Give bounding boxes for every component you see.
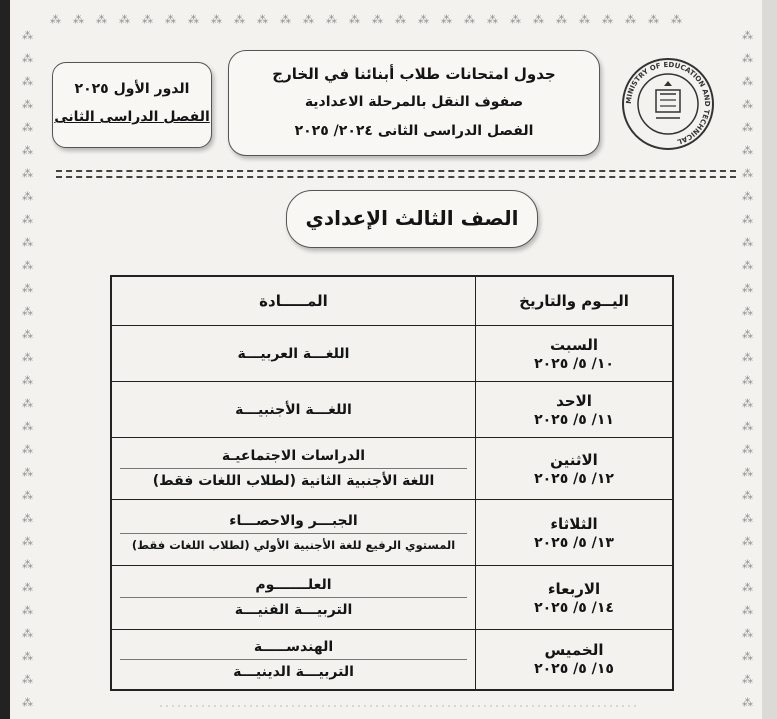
decorative-dot: ⁂ xyxy=(50,13,61,26)
decorative-dot: ⁂ xyxy=(395,13,406,26)
day-name: الاحد xyxy=(556,391,592,410)
header-title-line3: الفصل الدراسى الثانى ٢٠٢٤/ ٢٠٢٥ xyxy=(294,123,534,139)
subject-name: الهندســـــة xyxy=(253,638,334,655)
decorative-dot: ⁂ xyxy=(349,13,360,26)
decorative-dot: ⁂ xyxy=(73,13,84,26)
subject-name: اللغـــة الأجنبيـــة xyxy=(235,401,352,418)
day-name: الخميس xyxy=(544,641,604,660)
day-date-cell xyxy=(476,438,674,500)
document-page xyxy=(10,0,762,719)
decorative-dot: ⁂ xyxy=(211,13,222,26)
decorative-dot: ⁂ xyxy=(22,236,33,249)
day-date-cell xyxy=(476,500,674,566)
decorative-dot: ⁂ xyxy=(22,259,33,272)
decorative-dot: ⁂ xyxy=(742,420,753,433)
exam-date: ١٠/ ٥/ ٢٠٢٥ xyxy=(534,355,614,372)
decorative-dot: ⁂ xyxy=(22,558,33,571)
decorative-dot: ⁂ xyxy=(742,190,753,203)
decorative-dot: ⁂ xyxy=(742,259,753,272)
exam-date: ١٣/ ٥/ ٢٠٢٥ xyxy=(534,534,614,551)
decorative-dot: ⁂ xyxy=(22,466,33,479)
decorative-dot: ⁂ xyxy=(22,144,33,157)
decorative-dot: ⁂ xyxy=(742,121,753,134)
decorative-dot: ⁂ xyxy=(165,13,176,26)
decorative-dot: ⁂ xyxy=(742,374,753,387)
decorative-dot: ⁂ xyxy=(22,167,33,180)
decorative-dot: ⁂ xyxy=(22,75,33,88)
decorative-dot: ⁂ xyxy=(742,167,753,180)
exam-date: ١٥/ ٥/ ٢٠٢٥ xyxy=(534,661,614,678)
dashed-separator xyxy=(56,176,736,178)
decorative-dot: ⁂ xyxy=(22,581,33,594)
decorative-dot: ⁂ xyxy=(487,13,498,26)
decorative-dot: ⁂ xyxy=(22,351,33,364)
schedule-row xyxy=(111,326,673,382)
decorative-dot: ⁂ xyxy=(742,397,753,410)
decorative-dot: ⁂ xyxy=(556,13,567,26)
subject-cell xyxy=(111,438,476,500)
decorative-dot: ⁂ xyxy=(625,13,636,26)
header-title-line2: صفوف النقل بالمرحلة الاعدادية xyxy=(304,94,524,110)
decorative-dot: ⁂ xyxy=(303,13,314,26)
table-header-row xyxy=(111,276,673,326)
decorative-dot: ⁂ xyxy=(742,282,753,295)
day-date-cell xyxy=(476,326,674,382)
decorative-dot: ⁂ xyxy=(742,328,753,341)
decorative-dot: ⁂ xyxy=(22,397,33,410)
decorative-dot: ⁂ xyxy=(418,13,429,26)
day-date-cell xyxy=(476,630,674,690)
schedule-row xyxy=(111,438,673,500)
decorative-dot: ⁂ xyxy=(22,374,33,387)
decorative-dot: ⁂ xyxy=(22,650,33,663)
decorative-dot: ⁂ xyxy=(742,627,753,640)
decorative-dot: ⁂ xyxy=(648,13,659,26)
decorative-dot: ⁂ xyxy=(742,52,753,65)
decorative-dot: ⁂ xyxy=(742,673,753,686)
subject-cell xyxy=(111,630,476,690)
decorative-dot: ⁂ xyxy=(742,98,753,111)
decorative-dot: ⁂ xyxy=(742,351,753,364)
decorative-dot: ⁂ xyxy=(742,305,753,318)
decorative-dot: ⁂ xyxy=(533,13,544,26)
decorative-dot: ⁂ xyxy=(579,13,590,26)
decorative-dot: ⁂ xyxy=(510,13,521,26)
decorative-dot: ⁂ xyxy=(326,13,337,26)
decorative-dot: ⁂ xyxy=(602,13,613,26)
decorative-dot: ⁂ xyxy=(742,75,753,88)
subject-name: الجبـــر والاحصـــاء xyxy=(229,513,358,529)
decorative-dot: ⁂ xyxy=(22,305,33,318)
decorative-dot: ⁂ xyxy=(22,627,33,640)
decorative-dot: ⁂ xyxy=(22,29,33,42)
decorative-dot: ⁂ xyxy=(22,696,33,709)
schedule-row xyxy=(111,382,673,438)
decorative-dot: ⁂ xyxy=(671,13,682,26)
schedule-row xyxy=(111,500,673,566)
decorative-dot: ⁂ xyxy=(742,466,753,479)
decorative-dot: ⁂ xyxy=(742,144,753,157)
exam-round-box xyxy=(52,62,212,148)
schedule-row xyxy=(111,630,673,690)
decorative-dot: ⁂ xyxy=(22,604,33,617)
decorative-dot: ⁂ xyxy=(742,558,753,571)
decorative-dot-border-top xyxy=(50,14,690,30)
decorative-dot: ⁂ xyxy=(96,13,107,26)
decorative-dot: ⁂ xyxy=(22,121,33,134)
day-name: الاربعاء xyxy=(547,579,601,598)
day-name: السبت xyxy=(549,335,599,354)
day-name: الثلاثاء xyxy=(550,514,598,533)
subject-cell xyxy=(111,382,476,438)
decorative-dot: ⁂ xyxy=(22,282,33,295)
subject-cell xyxy=(111,566,476,630)
decorative-dot: ⁂ xyxy=(188,13,199,26)
decorative-dot: ⁂ xyxy=(372,13,383,26)
decorative-dot-border-right xyxy=(742,30,758,710)
decorative-dot: ⁂ xyxy=(22,98,33,111)
decorative-dot: ⁂ xyxy=(142,13,153,26)
subject-name: التربيـــة الدينيـــة xyxy=(233,663,354,680)
exam-date: ١١/ ٥/ ٢٠٢٥ xyxy=(534,411,614,428)
bottom-faint-marks xyxy=(160,700,640,712)
decorative-dot: ⁂ xyxy=(742,489,753,502)
subject-name: المستوي الرفيع للغة الأجنبية الأولي (لطلاب اللغات فقط) xyxy=(131,538,456,552)
decorative-dot: ⁂ xyxy=(742,29,753,42)
background-edge xyxy=(0,0,10,719)
decorative-dot: ⁂ xyxy=(742,535,753,548)
subject-name: التربيـــة الفنيـــة xyxy=(234,602,353,618)
decorative-dot: ⁂ xyxy=(742,604,753,617)
decorative-dot: ⁂ xyxy=(22,52,33,65)
decorative-dot: ⁂ xyxy=(742,236,753,249)
decorative-dot-border-left xyxy=(22,30,38,710)
day-name: الاثنين xyxy=(550,450,598,469)
exam-round-label: الدور الأول ٢٠٢٥ xyxy=(74,81,190,97)
day-date-cell xyxy=(476,566,674,630)
decorative-dot: ⁂ xyxy=(22,213,33,226)
decorative-dot: ⁂ xyxy=(742,512,753,525)
decorative-dot: ⁂ xyxy=(742,443,753,456)
decorative-dot: ⁂ xyxy=(742,213,753,226)
decorative-dot: ⁂ xyxy=(464,13,475,26)
exam-schedule-table xyxy=(110,275,674,691)
decorative-dot: ⁂ xyxy=(22,190,33,203)
decorative-dot: ⁂ xyxy=(22,443,33,456)
dashed-separator xyxy=(56,170,736,172)
subject-name: اللغة الأجنبية الثانية (لطلاب اللغات فقط) xyxy=(152,473,435,489)
day-date-cell xyxy=(476,382,674,438)
grade-title-box xyxy=(286,190,538,248)
decorative-dot: ⁂ xyxy=(742,650,753,663)
decorative-dot: ⁂ xyxy=(22,512,33,525)
header-title-box xyxy=(228,50,600,156)
decorative-dot: ⁂ xyxy=(22,328,33,341)
decorative-dot: ⁂ xyxy=(22,535,33,548)
exam-date: ١٤/ ٥/ ٢٠٢٥ xyxy=(534,599,614,616)
header-title-line1: جدول امتحانات طلاب أبنائنا في الخارج xyxy=(272,65,556,83)
subject-cell xyxy=(111,326,476,382)
subject-column-header: المـــــادة xyxy=(111,276,476,326)
decorative-dot: ⁂ xyxy=(742,696,753,709)
grade-title: الصف الثالث الإعدادي xyxy=(305,206,519,230)
decorative-dot: ⁂ xyxy=(22,420,33,433)
exam-date: ١٢/ ٥/ ٢٠٢٥ xyxy=(534,470,614,487)
schedule-row xyxy=(111,566,673,630)
subject-name: اللغـــة العربيـــة xyxy=(237,345,350,362)
subject-name: العلـــــــوم xyxy=(255,577,332,593)
decorative-dot: ⁂ xyxy=(119,13,130,26)
svg-text:MINISTRY OF EDUCATION AND TECH: MINISTRY OF EDUCATION AND TECHNICAL xyxy=(624,60,712,146)
decorative-dot: ⁂ xyxy=(22,673,33,686)
decorative-dot: ⁂ xyxy=(22,489,33,502)
subject-name: الدراسات الاجتماعيـة xyxy=(221,448,366,464)
semester-label: الفصل الدراسى الثانى xyxy=(54,109,210,125)
ministry-seal-logo xyxy=(620,56,716,152)
decorative-dot: ⁂ xyxy=(742,581,753,594)
decorative-dot: ⁂ xyxy=(441,13,452,26)
date-column-header: اليــوم والتاريخ xyxy=(476,276,674,326)
decorative-dot: ⁂ xyxy=(257,13,268,26)
decorative-dot: ⁂ xyxy=(280,13,291,26)
decorative-dot: ⁂ xyxy=(234,13,245,26)
subject-cell xyxy=(111,500,476,566)
